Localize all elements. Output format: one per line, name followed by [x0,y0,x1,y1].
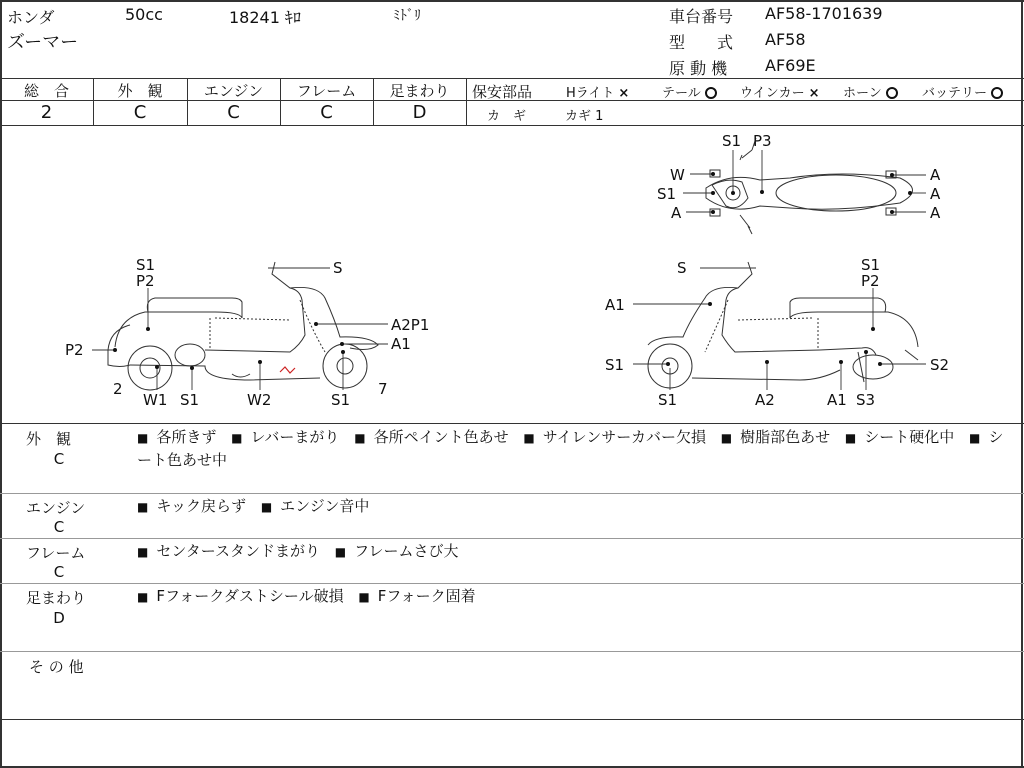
displacement: 50cc [125,5,163,24]
section-item [845,428,954,446]
grade-frame-label: フレーム [296,82,357,100]
bullet-square-icon: ■ [354,431,366,445]
section-item [358,587,475,605]
safety-headlight-name: Hライト [566,86,615,101]
left-label-s1-b: S1 [331,391,351,409]
bullet-square-icon: ■ [137,590,149,604]
key-value: カギ 1 [565,109,604,124]
bullet-square-icon: ■ [137,545,149,559]
right-label-a1-top: A1 [605,296,625,314]
section-item-text: フレームさび大 [354,542,459,560]
bullet-square-icon: ■ [720,431,733,445]
section-item [137,542,320,560]
grade-total: 2 [40,102,53,123]
left-label-p2-top: P2 [136,272,155,290]
grade-col-5 [466,79,467,125]
section-item-text: シート硬化中 [864,428,955,446]
left-label-s1-a: S1 [180,391,200,409]
engine-label: 原 動 機 [669,59,728,78]
section-item-text: センタースタンドまがり [156,542,320,560]
section-item [354,428,508,446]
section-frame-title: フレーム [26,544,86,562]
safety-battery-ok-icon [991,87,1003,99]
right-label-a1-bottom: A1 [827,391,847,409]
bullet-square-icon: ■ [137,500,149,514]
top-label-s1: S1 [722,132,742,150]
top-label-s1-left: S1 [657,185,677,203]
section-item [137,587,344,605]
frame-no-label: 車台番号 [669,7,734,26]
type-label: 型 式 [669,33,734,52]
left-label-a1: A1 [391,335,411,353]
sec-div-2 [0,538,1024,539]
section-item [231,428,339,446]
bullet-square-icon: ■ [969,431,981,445]
engine-value: AF69E [765,56,816,75]
section-item-text: Fフォーク固着 [377,587,476,605]
grade-exterior-label: 外 観 [117,82,163,100]
mileage: 18241 ｷﾛ [229,8,301,27]
safety-horn-name: ホーン [843,86,882,101]
section-exterior-grade: C [53,450,65,468]
left-label-s1-top: S1 [136,256,156,274]
right-label-s: S [677,259,687,277]
grade-engine-label: エンジン [203,82,264,100]
right-label-a2: A2 [755,391,775,409]
header-divider [0,78,1024,79]
section-item [137,497,246,515]
section-item [335,542,459,560]
right-label-s2: S2 [930,356,950,374]
section-frame-grade: C [53,563,65,581]
key-label: カ ギ [487,109,527,124]
safety-label: 保安部品 [472,83,533,101]
left-label-s: S [333,259,343,277]
section-suspension-items [137,585,1013,608]
section-item [523,428,706,446]
left-label-p2-side: P2 [65,341,84,359]
top-label-p3: P3 [753,132,772,150]
bullet-square-icon: ■ [844,431,857,445]
section-item-text: 各所きず [156,428,217,446]
section-item [721,428,830,446]
model-name: ズーマー [7,32,79,53]
section-exterior-title: 外 観 [26,430,72,448]
maker: ホンダ [7,8,55,27]
section-item-text: Fフォークダストシール破損 [156,587,344,605]
section-suspension-title: 足まわり [26,589,87,607]
left-label-w1: W1 [143,391,168,409]
left-label-w2: W2 [247,391,272,409]
safety-headlight [566,82,629,101]
grade-engine: C [227,102,240,123]
grade-total-label: 総 合 [23,82,69,100]
section-item-text: 樹脂部色あせ [740,428,831,446]
safety-headlight-mark: × [618,86,630,101]
top-label-a-2: A [930,185,941,203]
section-item-text: シート色あせ中 [137,428,1004,469]
right-label-s1-side: S1 [605,356,625,374]
top-view-scooter [706,138,913,234]
sec-div-3 [0,583,1024,584]
safety-battery-name: バッテリー [922,86,988,101]
type-value: AF58 [765,30,806,49]
safety-tail-ok-icon [705,87,717,99]
section-item-text: サイレンサーカバー欠損 [542,428,706,446]
left-label-7: 7 [378,380,388,398]
bullet-square-icon: ■ [358,590,370,604]
bullet-square-icon: ■ [231,431,243,445]
section-other-title: そ の 他 [29,658,84,676]
safety-tail [662,82,717,101]
grade-suspension-label: 足まわり [389,82,450,100]
safety-winker-name: ウインカー [740,86,805,101]
section-item [137,428,216,446]
safety-horn-ok-icon [886,87,898,99]
bullet-square-icon: ■ [334,545,347,559]
section-engine-items [137,495,1013,518]
top-label-w: W [670,166,685,184]
top-label-a-3: A [930,204,941,222]
section-item-text: 各所ペイント色あせ [373,428,509,446]
damage-mark [280,367,295,373]
safety-tail-name: テール [662,86,701,101]
safety-battery [922,82,1003,101]
section-engine-grade: C [53,518,65,536]
section-item [261,497,370,515]
section-suspension-grade: D [53,609,65,627]
top-label-a-1: A [930,166,941,184]
safety-horn [843,82,898,101]
color: ﾐﾄﾞﾘ [393,8,421,24]
section-item-text: レバーまがり [250,428,340,446]
safety-winker-mark: × [808,86,820,101]
frame-top [0,0,1024,2]
grade-exterior: C [133,102,147,123]
right-label-s1-bottom: S1 [658,391,678,409]
right-label-p2-top: P2 [861,272,880,290]
safety-winker [740,82,820,101]
section-item-text: エンジン音中 [280,497,370,515]
section-engine-title: エンジン [26,499,86,517]
right-label-s3: S3 [856,391,876,409]
grade-frame: C [320,102,333,123]
section-item-text: キック戻らず [156,497,247,515]
bullet-square-icon: ■ [260,500,273,514]
right-label-s1-top: S1 [861,256,881,274]
top-label-a-left: A [671,204,682,222]
bullet-square-icon: ■ [137,431,149,445]
section-exterior-items [137,426,1013,471]
sec-div-1 [0,493,1024,494]
grade-suspension: D [412,102,427,123]
left-label-2: 2 [113,380,123,398]
sec-div-5 [0,719,1024,720]
left-label-a2p1: A2P1 [391,316,430,334]
section-frame-items [137,540,1013,563]
frame-no: AF58-1701639 [765,4,883,23]
bullet-square-icon: ■ [523,431,535,445]
sec-div-4 [0,651,1024,652]
scooter-diagram [0,125,1024,425]
